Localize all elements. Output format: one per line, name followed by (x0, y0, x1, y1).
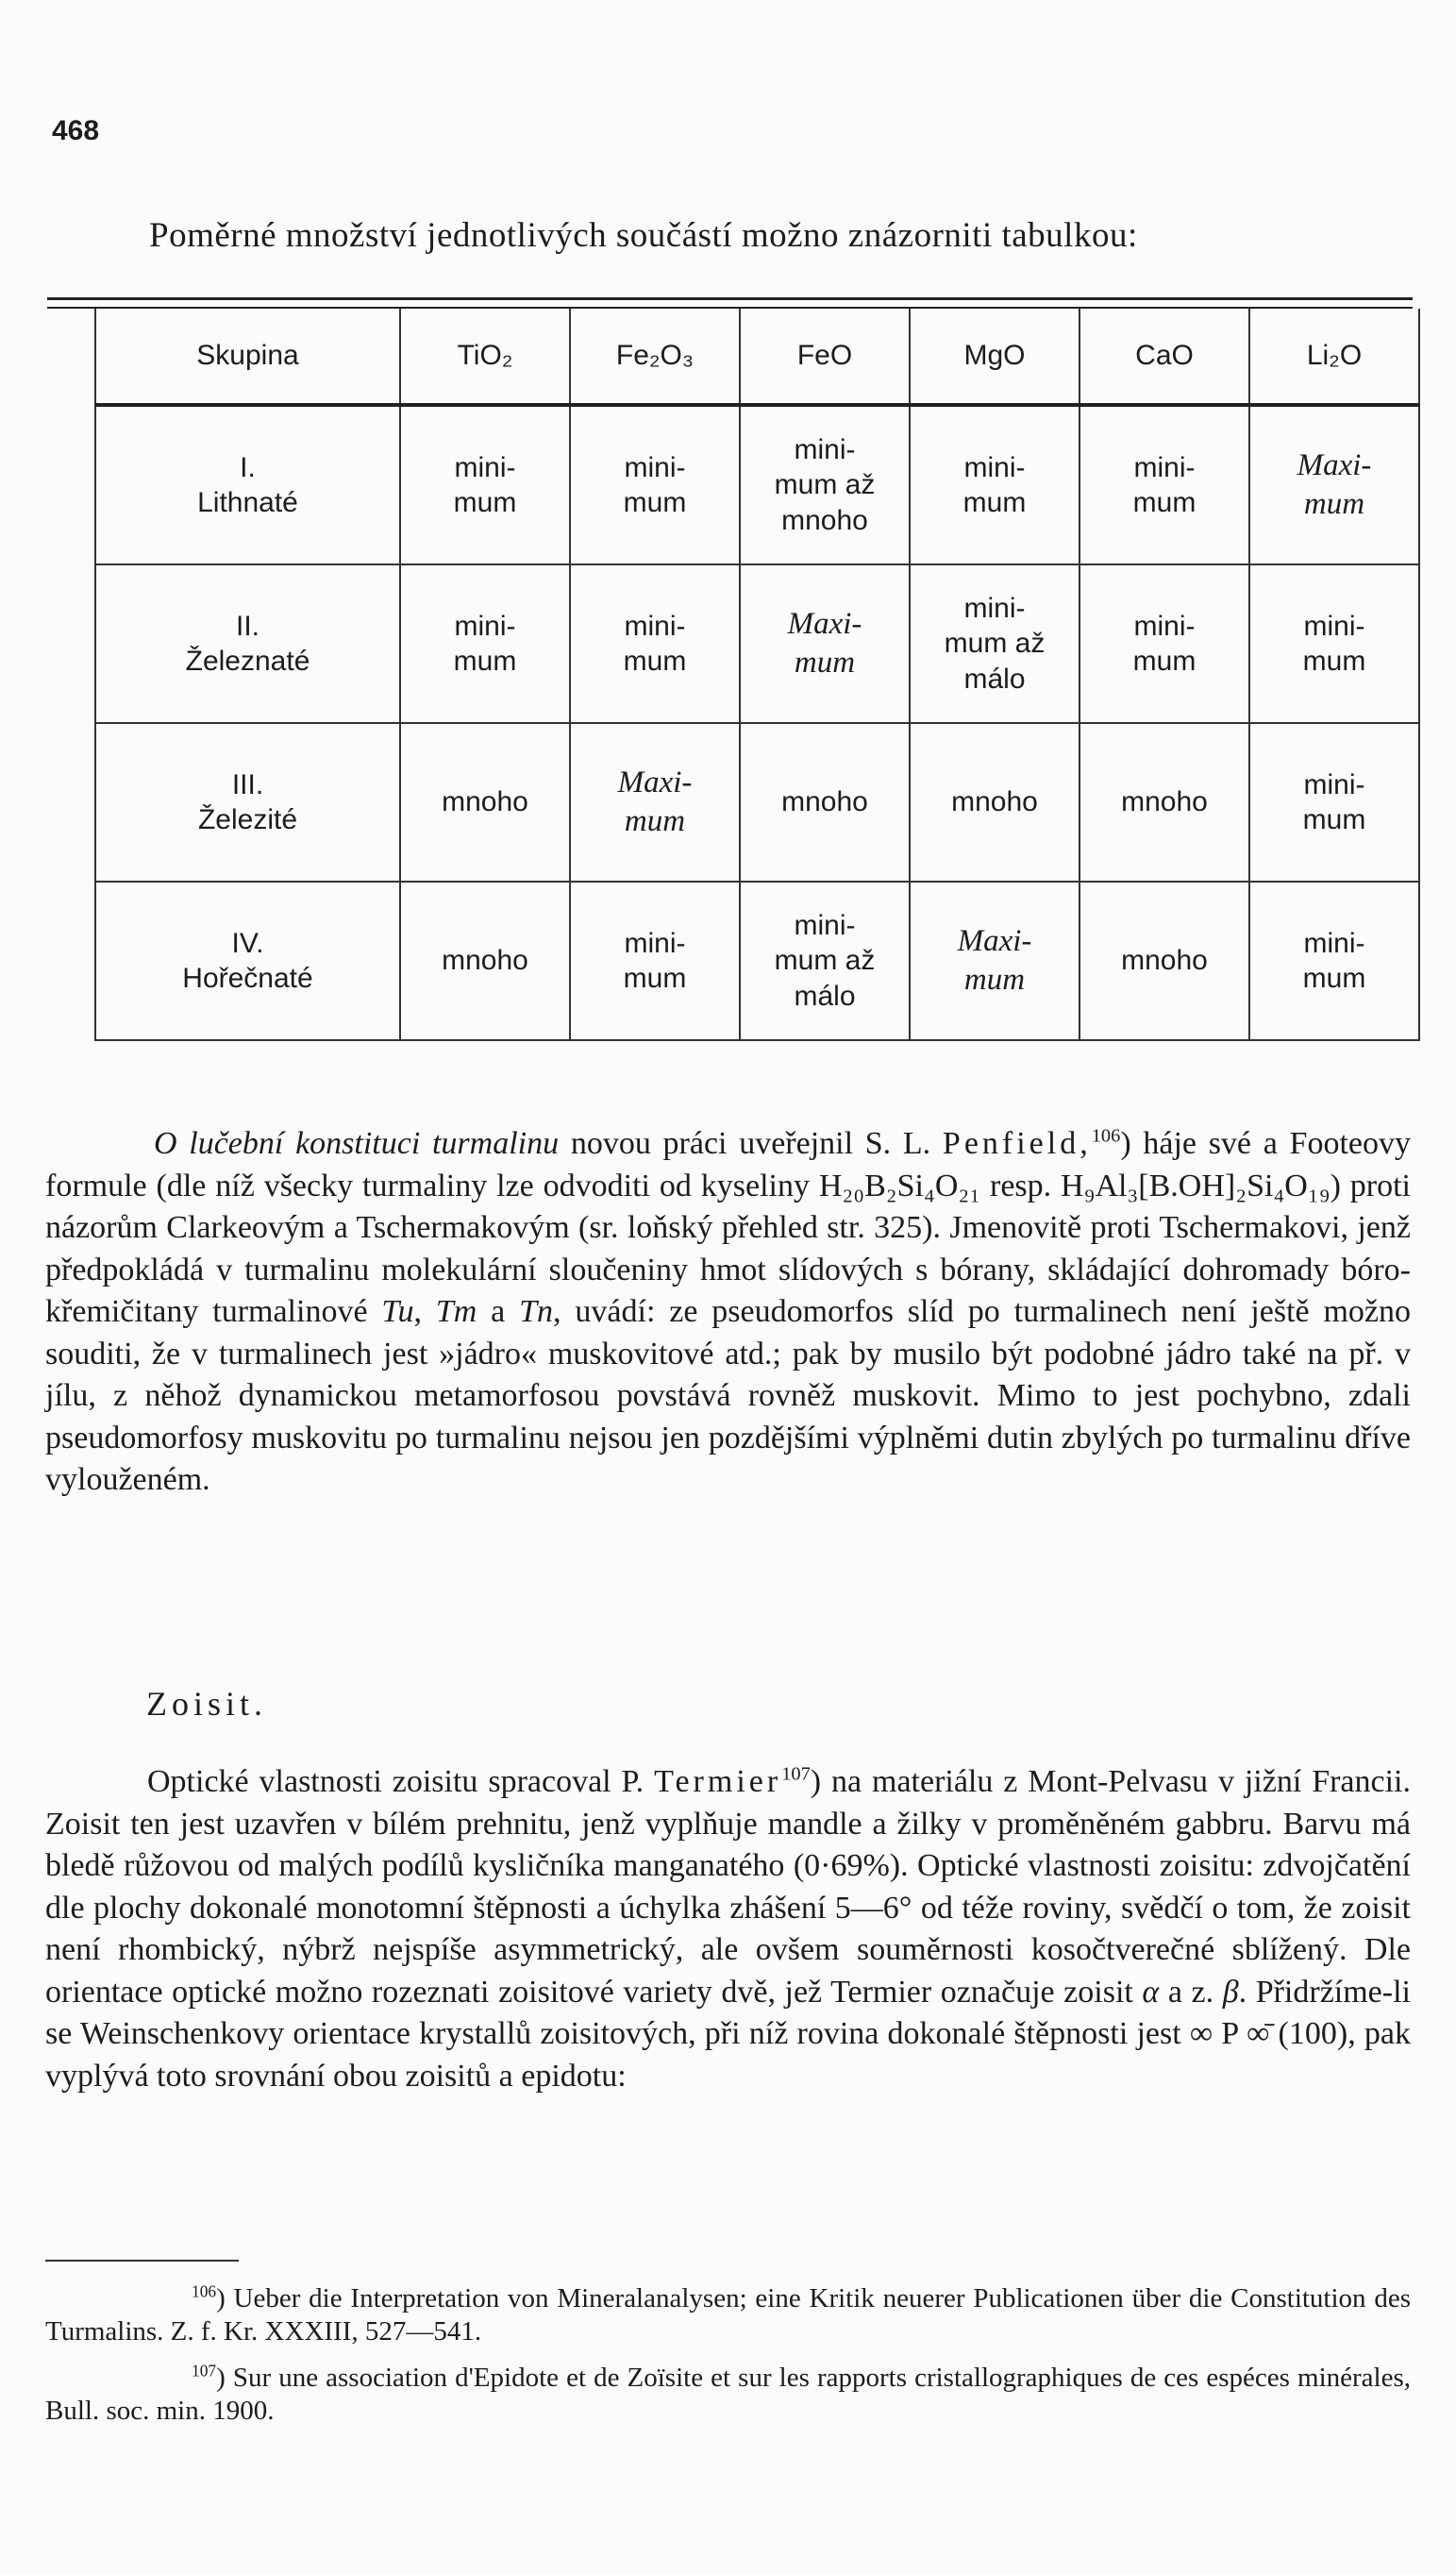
table-cell (570, 564, 740, 723)
table-cell (570, 405, 740, 564)
composition-table (94, 309, 1420, 1041)
cell-value: mnoho (442, 945, 528, 977)
table-row (95, 882, 1419, 1040)
cell-value: mnoho (781, 786, 868, 818)
author-name: Penfield, (942, 1126, 1092, 1161)
table-top-rule (47, 297, 1413, 300)
greek-letter: β (1222, 1974, 1239, 2010)
table-cell (400, 882, 570, 1040)
cell-value: mini- mum až málo (944, 592, 1046, 695)
greek-letter: α (1142, 1974, 1160, 2010)
table-cell (740, 723, 910, 882)
table-row (95, 564, 1419, 723)
paragraph-text: , uvádí: ze pseudomorfos slíd po turmalinech není ještě možno souditi, že v turmalinech jest »jádro« muskovitové atd.; pak by musilo být podobné jádro také na př. v jílu, z něhož dynamickou metamorfosou povstává rovněž muskovit. Mimo to jest pochybno, zdali pseudomorfosy muskovitu po turmalinu nejsou jen pozdějšími výplněmi dutin zbylých po turmalinu dříve vylouženém. (45, 1294, 1412, 1497)
table-intro: Poměrné množství jednotlivých součástí možno znázorniti tabulkou: (149, 216, 1138, 255)
table-cell (910, 564, 1079, 723)
group-numeral: IV. (231, 927, 264, 959)
group-cell (95, 564, 400, 723)
group-numeral: II. (235, 610, 259, 642)
table-cell (1249, 882, 1419, 1040)
formula-symbol: Tu (381, 1294, 414, 1329)
table-cell (910, 723, 1079, 882)
author-name: Termier (654, 1764, 782, 1799)
header-cell: Fe₂O₃ (570, 309, 740, 405)
table-cell (400, 405, 570, 564)
group-name: Železité (197, 804, 298, 835)
table-cell (1079, 405, 1249, 564)
header-cell: MgO (910, 309, 1079, 405)
paragraph-text: ) na materiálu z Mont-Pelvasu v jižní Francii. Zoisit ten jest uzavřen v bílém prehnitu, jenž vyplňuje mandle a žilky v proměněném gabbru. Barvu má bledě růžovou od malých podílů kysličníka manganatého (0·69%). Optické vlastnosti zoisitu: zdvojčatění dle plochy dokonalé monotomní štěpnosti a úchylka zhášení 5—6° od téže roviny, svědčí o tom, že zoisit není rhombický, nýbrž nejspíše asymmetrický, ale ovšem souměrnosti kosočtverečné sblížený. Dle orientace optické možno rozeznati zoisitové variety dvě, jež Termier označuje zoisit (45, 1764, 1411, 2010)
tourmaline-paragraph (45, 1123, 1411, 1502)
cell-value: Maxi- mum (1297, 447, 1372, 521)
cell-value: mnoho (1121, 945, 1208, 977)
table-cell (1249, 405, 1419, 564)
group-name: Železnaté (185, 646, 310, 677)
paragraph-text: . Přidržíme-li se Weinschenkovy orientace krystallů zoisitových, při níž rovina dokonalé štěpnosti jest ∞ P ∞̄ (100), pak vyplývá toto srovnání obou zoisitů a epidotu: (45, 1974, 1411, 2094)
footnote-text: ) Ueber die Interpretation von Mineralanalysen; eine Kritik neuerer Publicationen über die Constitution des Turmalins. Z. f. Kr. XXXIII, 527—541. (45, 2283, 1411, 2347)
table-cell (570, 882, 740, 1040)
table-row (95, 405, 1419, 564)
footnote-text: ) Sur une association d'Epidote et de Zoïsite et sur les rapports cristallographiques de ces espéces minérales, Bull. soc. min. 1900. (45, 2363, 1411, 2426)
group-numeral: III. (231, 768, 264, 800)
table-cell (570, 723, 740, 882)
table-cell (910, 882, 1079, 1040)
paragraph-text: Optické vlastnosti zoisitu spracoval P. (147, 1764, 655, 1799)
zoisite-paragraph (45, 1761, 1411, 2097)
paragraph-text: novou práci uveřejnil S. L. (559, 1126, 943, 1161)
footnote-mark: 107 (192, 2361, 217, 2381)
header-cell: Li₂O (1249, 309, 1419, 405)
group-numeral: I. (240, 451, 256, 483)
section-heading-zoisite: Zoisit. (146, 1685, 268, 1723)
footnote-rule (45, 2260, 239, 2262)
cell-value: mini- mum (623, 451, 687, 518)
table-cell (400, 723, 570, 882)
table-cell (1249, 564, 1419, 723)
cell-value: mnoho (1121, 786, 1208, 818)
cell-value: mini- mum (453, 610, 517, 677)
paragraph-text: ) háje své a Footeovy formule (dle níž všecky turmaliny lze odvoditi od kyseliny H₂₀B₂Si₄O₂₁ resp. H₉Al₃[B.OH]₂Si₄O₁₉) proti názorům Clarkeovým a Tschermakovým (sr. loňský přehled str. 325). Jmenovitě proti Tschermakovi, jenž předpokládá v turmalinu molekulární sloučeniny hmot slídových s bórany, skládající dohromady bóro-křemičitany turmalinové (45, 1126, 1411, 1329)
page-number: 468 (52, 115, 100, 146)
cell-value: mini- mum (1302, 768, 1366, 835)
table-cell (1079, 882, 1249, 1040)
cell-value: mini- mum (623, 927, 687, 994)
group-cell (95, 405, 400, 564)
cell-value: mnoho (442, 786, 528, 818)
table-cell (1079, 564, 1249, 723)
header-cell: CaO (1079, 309, 1249, 405)
cell-value: Maxi- mum (957, 923, 1032, 997)
formula-symbol: Tm (435, 1294, 477, 1329)
cell-value: mini- mum až mnoho (774, 433, 876, 536)
paragraph-text: , (413, 1294, 436, 1329)
cell-value: Maxi- mum (787, 606, 862, 680)
cell-value: mini- mum (1302, 610, 1366, 677)
cell-value: mini- mum (1132, 451, 1197, 518)
paragraph-text: a (477, 1294, 520, 1329)
cell-value: mini- mum (1132, 610, 1197, 677)
footnote-ref: 106 (1091, 1125, 1121, 1147)
paragraph-text: a z. (1159, 1974, 1223, 2010)
group-cell (95, 723, 400, 882)
header-cell: TiO₂ (400, 309, 570, 405)
cell-value: mini- mum až málo (774, 909, 876, 1012)
group-cell (95, 882, 400, 1040)
table-cell (400, 564, 570, 723)
cell-value: mini- mum (962, 451, 1027, 518)
formula-symbol: Tn (519, 1294, 554, 1329)
group-name: Hořečnaté (182, 963, 313, 994)
footnote-106 (45, 2282, 1411, 2348)
header-cell: FeO (740, 309, 910, 405)
group-name: Lithnaté (197, 487, 298, 518)
table-cell (740, 405, 910, 564)
cell-value: mini- mum (453, 451, 517, 518)
table-cell (910, 405, 1079, 564)
header-cell: Skupina (95, 309, 400, 405)
table-header-row (95, 309, 1419, 405)
table-row (95, 723, 1419, 882)
cell-value: mini- mum (1302, 927, 1366, 994)
footnote-107 (45, 2362, 1411, 2428)
cell-value: mnoho (951, 786, 1038, 818)
table-cell (740, 882, 910, 1040)
mineral-table-block (47, 297, 1413, 1041)
table-cell (1249, 723, 1419, 882)
footnote-mark: 106 (192, 2281, 217, 2301)
table-cell (740, 564, 910, 723)
paragraph-title: O lučební konstituci turmalinu (154, 1126, 560, 1161)
table-cell (1079, 723, 1249, 882)
footnote-ref: 107 (781, 1763, 811, 1785)
cell-value: Maxi- mum (617, 765, 693, 838)
cell-value: mini- mum (623, 610, 687, 677)
